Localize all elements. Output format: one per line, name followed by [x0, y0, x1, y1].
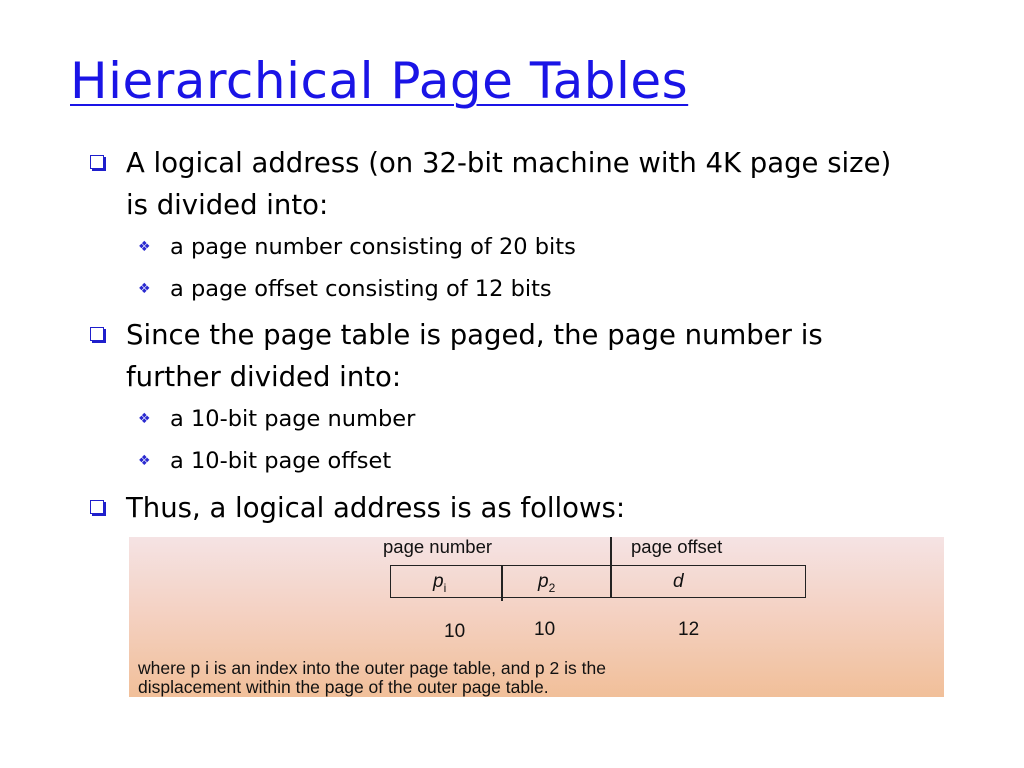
- bullet-level1: [90, 142, 920, 226]
- bullet-text: a page offset consisting of 12 bits: [170, 276, 552, 302]
- address-box: [390, 565, 806, 598]
- bits-label: 10: [444, 621, 466, 642]
- bullet-level2: [138, 274, 918, 304]
- field-p2: $p_2$: [538, 571, 556, 595]
- bits-label: 10: [534, 619, 556, 640]
- header-divider: [610, 537, 612, 567]
- bullet-level1: [90, 314, 920, 398]
- bullet-text: A logical address (on 32-bit machine with 4K page size) is divided into:: [126, 147, 892, 221]
- bullet-level1: [90, 487, 920, 529]
- diamond-bullet-icon: ❖: [138, 239, 151, 255]
- bullet-text: a 10-bit page offset: [170, 448, 392, 474]
- bullet-text: a page number consisting of 20 bits: [170, 234, 576, 260]
- bullet-level2: [138, 232, 918, 262]
- square-bullet-icon: [90, 327, 104, 341]
- figure-caption: [138, 659, 938, 697]
- caption-line: where p i is an index into the outer page table, and p 2 is the: [138, 658, 606, 678]
- bullet-text: a 10-bit page number: [170, 406, 416, 432]
- field-d: d: [673, 571, 684, 592]
- diamond-bullet-icon: ❖: [138, 281, 151, 297]
- page-number-header: page number: [383, 536, 493, 557]
- address-format-figure: [129, 537, 944, 697]
- bullet-level2: [138, 446, 918, 476]
- bullet-text: Thus, a logical address is as follows:: [126, 492, 626, 524]
- field-divider: [610, 565, 612, 598]
- field-p1: $p_i$: [433, 571, 447, 595]
- bits-label: 12: [678, 619, 700, 640]
- diamond-bullet-icon: ❖: [138, 453, 151, 469]
- caption-line: displacement within the page of the outer page table.: [138, 677, 549, 697]
- square-bullet-icon: [90, 155, 104, 169]
- bullet-level2: [138, 404, 918, 434]
- bullet-text: Since the page table is paged, the page number is further divided into:: [126, 319, 823, 393]
- page-offset-header: page offset: [631, 536, 723, 557]
- diamond-bullet-icon: ❖: [138, 411, 151, 427]
- field-divider: [501, 565, 503, 601]
- square-bullet-icon: [90, 500, 104, 514]
- slide-title: Hierarchical Page Tables: [70, 52, 689, 110]
